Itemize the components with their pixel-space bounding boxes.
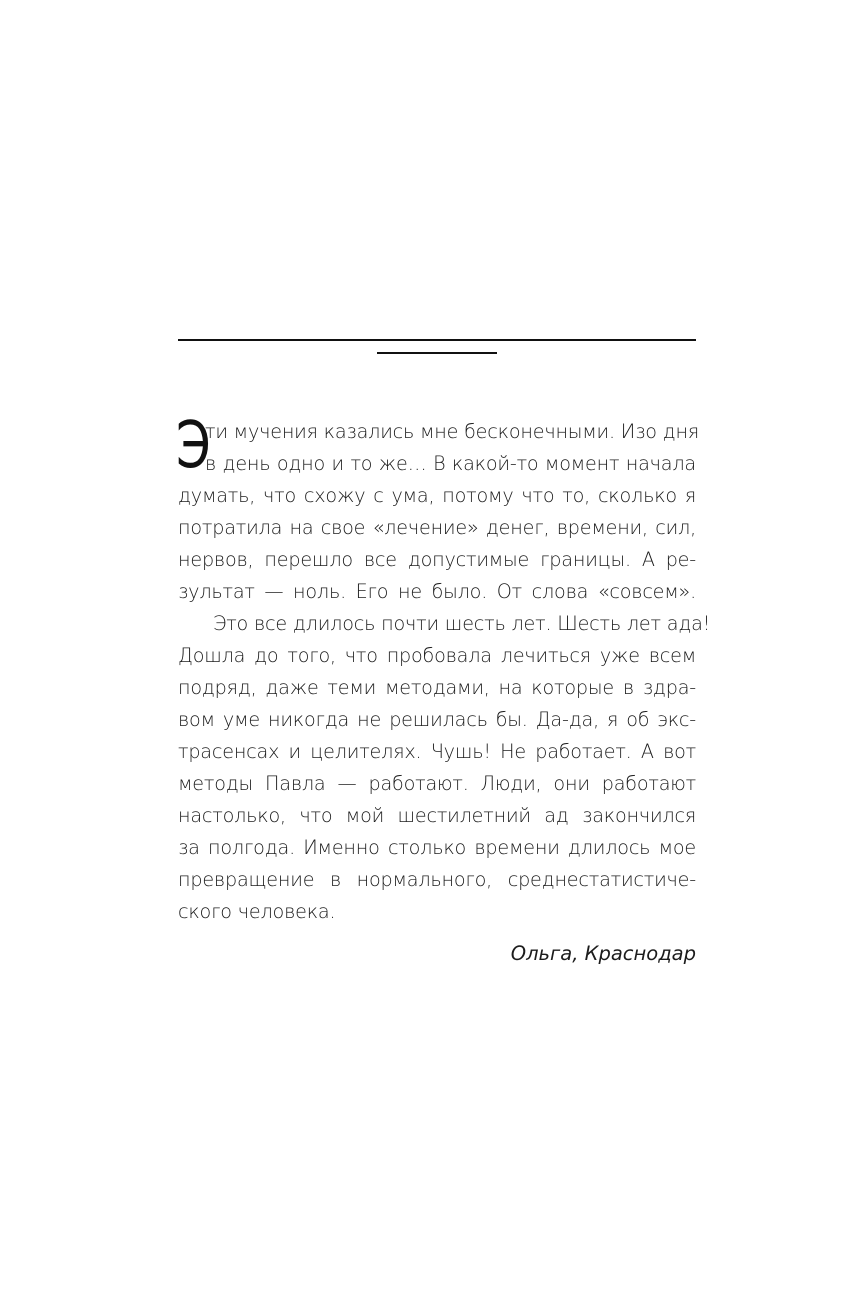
text-line: трасенсах и целителях. Чушь! Не работает. А вот [178,740,696,763]
text-line: потратила на свое «лечение» денег, времени, сил, [178,516,696,539]
text-line: Это все длилось почти шесть лет. Шесть лет ада! [213,612,711,635]
text-line: нервов, перешло все допустимые границы. А ре- [178,548,696,571]
testimonial-body [176,409,711,928]
text-line: вом уме никогда не решилась бы. Да-да, я об экс- [178,708,696,731]
text-line: настолько, что мой шестилетний ад закончился [178,804,696,827]
text-line: зультат — ноль. Его не было. От слова «совсем». [178,580,696,603]
text-line: Дошла до того, что пробовала лечиться уже всем [178,644,696,667]
section-divider-short [377,352,497,354]
paragraph-1 [176,409,699,608]
text-line: ского человека. [178,900,336,923]
text-line: подряд, даже теми методами, на которые в здра- [178,676,696,699]
author-signature: Ольга, Краснодар [510,942,696,965]
text-line: ти мучения казались мне бесконечными. Изо дня [205,420,699,443]
section-divider-long [178,339,696,341]
paragraph-2 [178,608,711,928]
text-line: превращение в нормального, среднестатистиче- [178,868,696,891]
text-line: за полгода. Именно столько времени длилось мое [178,836,696,859]
drop-cap: Э [176,409,211,483]
text-line: в день одно и то же… В какой-то момент начала [205,452,696,475]
text-line: думать, что схожу с ума, потому что то, сколько я [178,484,696,507]
text-line: методы Павла — работают. Люди, они работают [178,772,696,795]
